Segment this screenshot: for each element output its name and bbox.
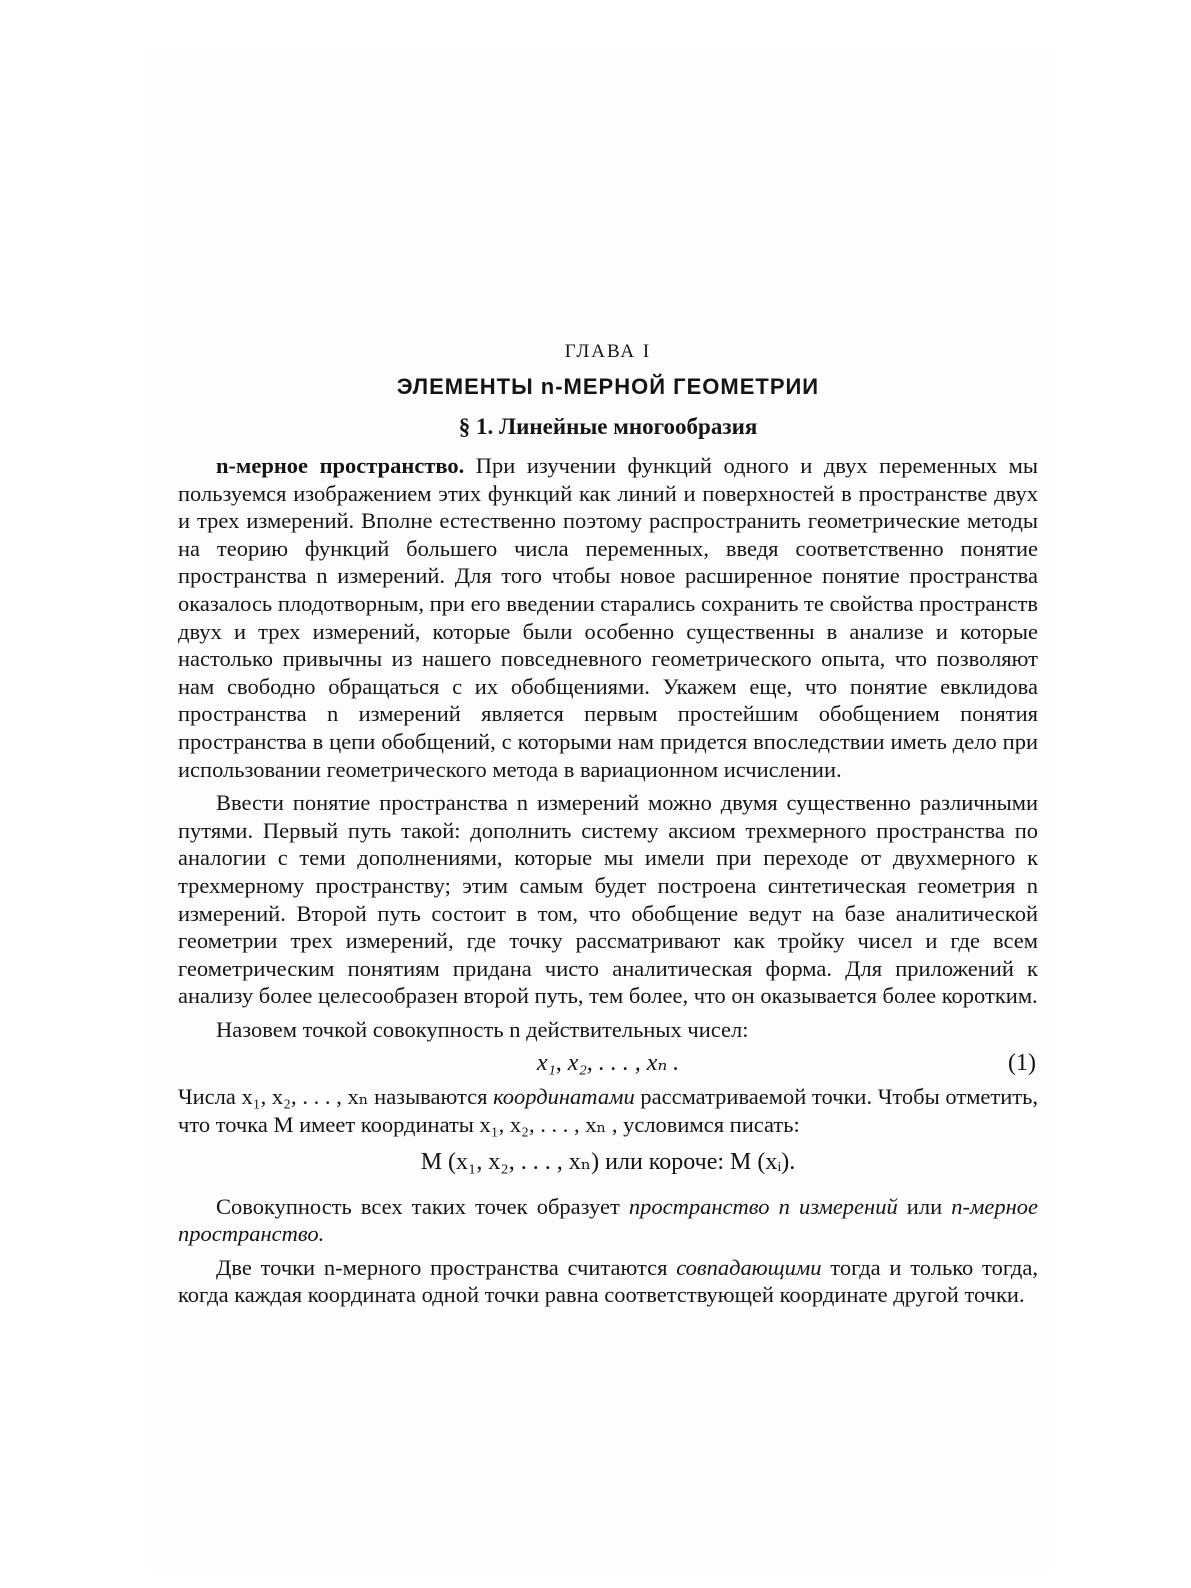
paragraph-two-paths: Ввести понятие пространства n измерений можно двумя существенно различными путями. Первый путь такой: дополнить систему аксиом трехмерного пространства по аналогии с теми дополнениями, которые мы имели при переходе от двухмерного к трехмерному пространству; этим самым будет построена синтетическая геометрия n измерений. Второй путь состоит в том, что обобщение ведут на базе аналитической геометрии трех измерений, где точку рассматривают как тройку чисел и где всем геометрическим понятиям придана чисто аналитическая форма. Для приложений к анализу более целесообразен второй путь, тем более, что он оказывается более коротким. bbox=[178, 790, 1038, 1009]
paragraph-space-definition bbox=[178, 1193, 1038, 1248]
paragraph-point-definition: Назовем точкой совокупность n действительных чисел: bbox=[216, 1016, 749, 1042]
formula-expression: x₁, x₂, . . . , xₙ . bbox=[536, 1050, 680, 1077]
chapter-title: ЭЛЕМЕНТЫ n-МЕРНОЙ ГЕОМЕТРИИ bbox=[396, 374, 820, 399]
paragraph-coordinates bbox=[178, 1083, 1038, 1138]
paragraph-coincidence bbox=[178, 1254, 1038, 1309]
text-fragment: Совокупность всех таких точек образует bbox=[216, 1193, 629, 1219]
equation-number: (1) bbox=[1008, 1050, 1036, 1077]
formula-coordinates bbox=[178, 1043, 1038, 1083]
term-coordinates: координатами bbox=[493, 1084, 635, 1110]
text-fragment: тогда и только тогда, когда каждая координата одной точки равна соответствующей координате другой точки. bbox=[178, 1254, 1038, 1308]
chapter-label: ГЛАВА I bbox=[564, 341, 652, 362]
text-fragment: Числа x₁, x₂, . . . , xₙ называются bbox=[178, 1084, 494, 1110]
section-title: § 1. Линейные многообразия bbox=[458, 414, 758, 439]
term-n-space: n-мерное пространство. bbox=[178, 1193, 1038, 1247]
paragraph-intro bbox=[178, 452, 1038, 783]
term-n-dimensional-space: пространство n измерений bbox=[628, 1193, 898, 1219]
paragraph-lead: n-мерное пространство. bbox=[216, 453, 465, 478]
term-coinciding: совпадающими bbox=[676, 1254, 822, 1280]
text-fragment: или bbox=[897, 1193, 952, 1219]
page-content bbox=[178, 338, 1038, 1309]
formula-point-notation: M (x₁, x₂, . . . , xₙ) или короче: M (xᵢ). bbox=[420, 1148, 796, 1175]
text-fragment: Две точки n-мерного пространства считаются bbox=[216, 1254, 677, 1280]
paragraph-intro-body: При изучении функций одного и двух переменных мы пользуемся изображением этих функций как линий и поверхностей в пространстве двух и трех измерений. Вполне естественно поэтому распространить геометрические методы на теорию функций большего числа переменных, введя соответственно понятие пространства n измерений. Для того чтобы новое расширенное понятие пространства оказалось плодотворным, при его введении старались сохранить те свойства пространств двух и трех измерений, которые были особенно существенны в анализе и которые настолько привычны из нашего повседневного геометрического опыта, что позволяют нам свободно обращаться с их обобщениями. Укажем еще, что понятие евклидова пространства n измерений является первым простейшим обобщением понятия пространства в цепи обобщений, с которыми нам придется впоследствии иметь дело при использовании геометрического метода в вариационном исчислении. bbox=[178, 453, 1038, 782]
text-fragment: рассматриваемой точки. Чтобы отметить, что точка M имеет координаты x₁, x₂, . . . , xₙ , условимся писать: bbox=[178, 1084, 1039, 1138]
